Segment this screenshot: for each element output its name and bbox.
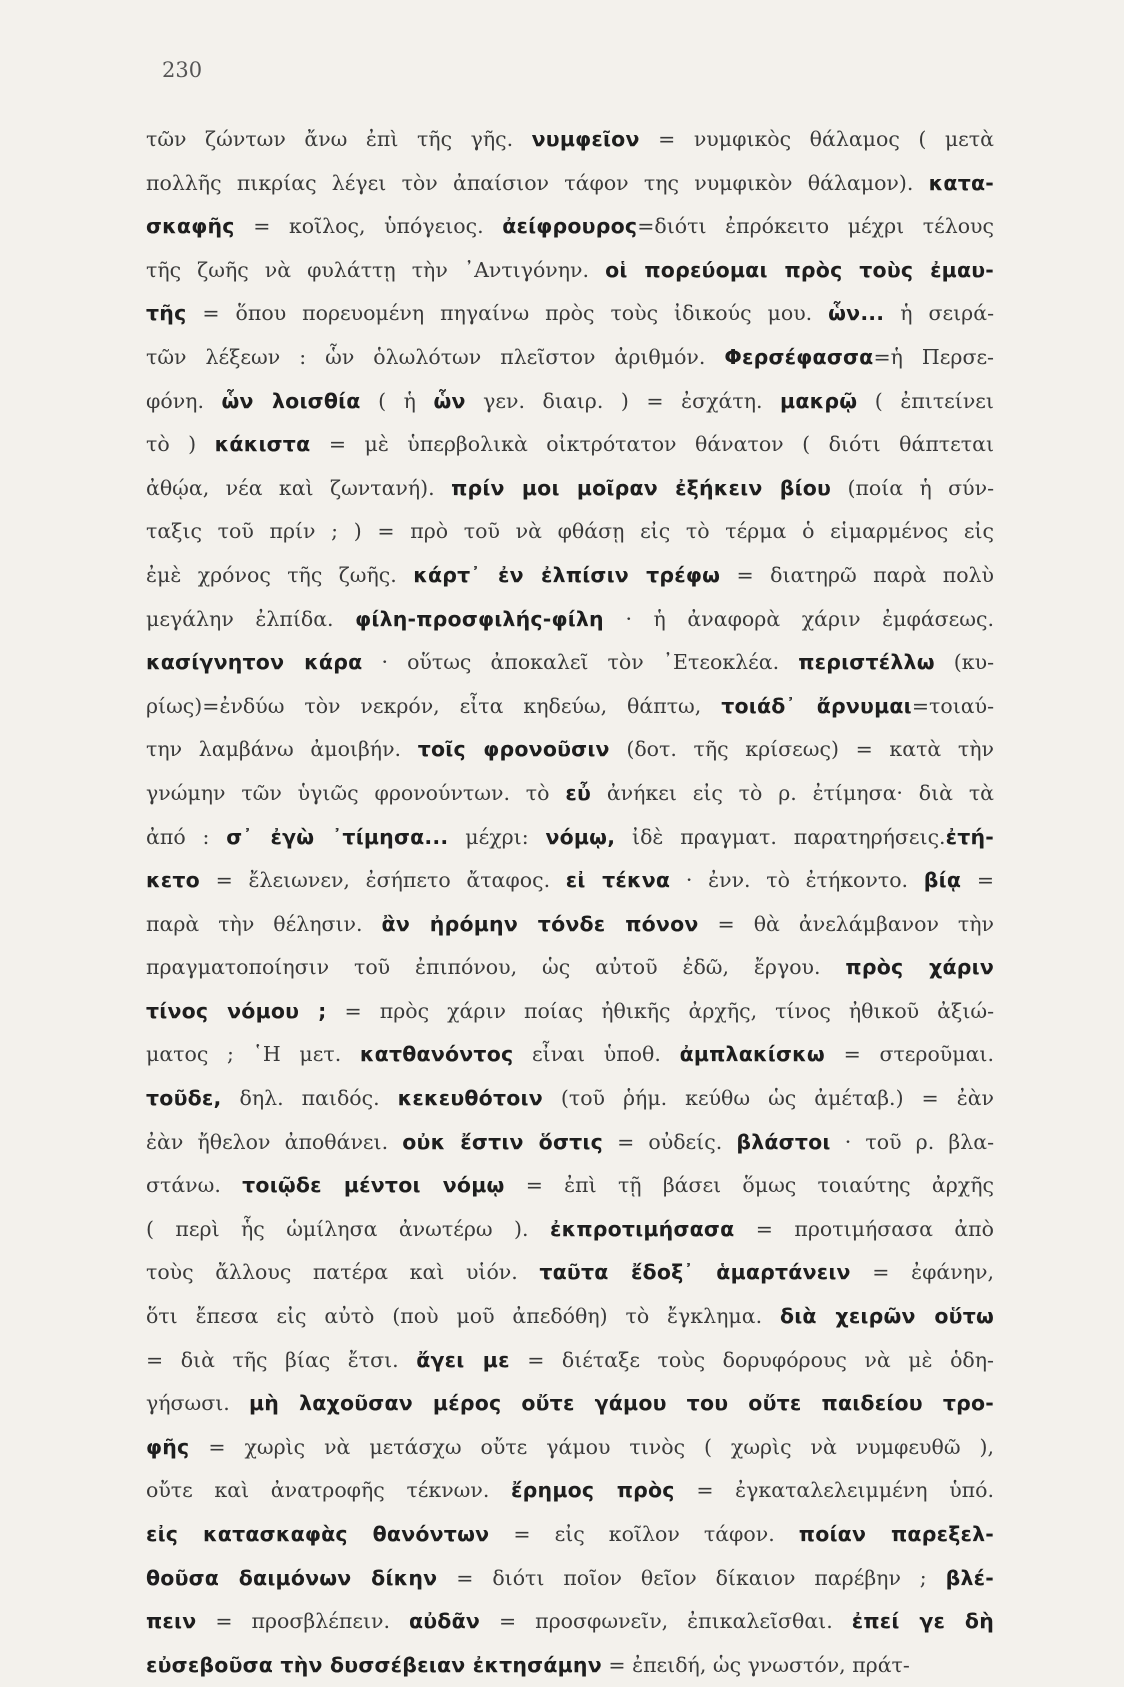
gloss-text: = διατηρῶ παρὰ πολὺ <box>720 562 994 587</box>
gloss-text: ἐὰν ἤθελον ἀποθάνει. <box>146 1129 403 1154</box>
lemma-term: ἄγει με <box>416 1347 510 1372</box>
lemma-term: τίνος νόμου ; <box>146 998 327 1023</box>
text-line <box>146 1469 994 1513</box>
text-line <box>146 946 994 990</box>
gloss-text: ματος ; ῾Η μετ. <box>146 1042 360 1067</box>
gloss-text: · οὕτως ἀποκαλεῖ τὸν ᾿Ετεοκλέα. <box>362 650 799 675</box>
gloss-text: (κυ- <box>934 650 994 675</box>
gloss-text: ( περὶ ἧς ὡμίλησα ἀνωτέρω ). <box>146 1216 550 1241</box>
lemma-term: ἂν ἠρόμην τόνδε πόνον <box>381 911 699 936</box>
gloss-text: τῶν ζώντων ἄνω ἐπὶ τῆς γῆς. <box>146 127 532 151</box>
text-line <box>146 292 994 336</box>
gloss-text: = ἔλειωνεν, ἐσήπετο ἄταφος. <box>199 868 566 893</box>
lemma-term: κατθανόντος <box>359 1042 514 1067</box>
lemma-term: εἰ τέκνα <box>565 868 671 893</box>
lemma-term: ἀείφρουρος <box>502 214 638 239</box>
lemma-term: αὐδᾶν <box>408 1609 481 1634</box>
text-line <box>146 1295 994 1339</box>
gloss-text: = εἰς κοῖλον τάφον. <box>489 1522 799 1546</box>
text-line <box>146 1600 994 1644</box>
gloss-text: ἰδὲ πραγματ. παρατηρήσεις. <box>615 824 946 849</box>
lemma-term: ποίαν παρεξελ- <box>798 1522 994 1546</box>
gloss-text: ὅτι ἔπεσα εἰς αὐτὸ (ποὺ μοῦ ἀπεδόθη) τὸ ἔγκλημα. <box>146 1304 780 1329</box>
lemma-term: ταῦτα ἔδοξ᾿ ἁμαρτάνειν <box>539 1260 851 1285</box>
text-line <box>146 1426 994 1470</box>
lemma-term: ἀμπλακίσκω <box>679 1042 825 1067</box>
lemma-term: διὰ χειρῶν οὕτω <box>779 1304 994 1329</box>
lemma-term: περιστέλλω <box>798 650 935 675</box>
lemma-term: σκαφῆς <box>146 214 235 239</box>
gloss-text: · ἐνν. τὸ ἐτήκοντο. <box>670 868 924 893</box>
text-line <box>146 772 994 816</box>
lemma-term: ἐτή- <box>945 824 994 849</box>
text-line <box>146 249 994 293</box>
lemma-term: Φερσέφασσα <box>724 344 874 369</box>
lemma-term: ἔρημος πρὸς <box>511 1478 675 1503</box>
lemma-term: τοῦδε, <box>146 1086 222 1111</box>
lemma-term: κατα- <box>928 170 994 195</box>
lemma-term: ὧν λοισθία <box>221 388 361 413</box>
gloss-text: = μὲ ὑπερβολικὰ οἰκτρότατον θάνατον ( διότι θάπτεται <box>310 432 994 457</box>
gloss-text: τῶν λέξεων : ὧν ὁλωλότων πλεῖστον ἀριθμόν. <box>146 344 725 369</box>
gloss-text: =τοιαύ- <box>911 693 994 718</box>
text-line <box>146 162 994 206</box>
lemma-term: βίᾳ <box>923 868 962 893</box>
lemma-term: ἐκπροτιμήσασα <box>549 1216 735 1241</box>
text-line <box>146 1251 994 1295</box>
text-line <box>146 118 994 162</box>
text-line <box>146 1164 994 1208</box>
text-line <box>146 641 994 685</box>
text-line <box>146 554 994 598</box>
gloss-text: · τοῦ ρ. βλα- <box>830 1129 994 1154</box>
gloss-text: πραγματοποίησιν τοῦ ἐπιπόνου, ὡς αὐτοῦ ἐδῶ, ἔργου. <box>146 955 846 980</box>
gloss-text: = διὰ τῆς βίας ἔτσι. <box>146 1347 417 1372</box>
gloss-text: μέχρι: <box>448 824 546 849</box>
lemma-term: μακρῷ <box>780 388 858 413</box>
lemma-term: εὐσεβοῦσα τὴν δυσσέβειαν ἐκτησάμην <box>146 1652 602 1677</box>
gloss-text: =ἡ Περσε- <box>873 344 994 369</box>
gloss-text: εἶναι ὑποθ. <box>513 1042 680 1067</box>
gloss-text: φόνη. <box>146 388 222 413</box>
lemma-term: φίλη-προσφιλής-φίλη <box>355 606 604 631</box>
lemma-term: σ᾿ ἐγὼ ᾿τίμησα... <box>226 824 449 849</box>
text-line <box>146 423 994 467</box>
lemma-term: πρίν μοι μοῖραν ἐξήκειν βίου <box>451 475 832 500</box>
gloss-text: = οὐδείς. <box>602 1129 737 1154</box>
text-line <box>146 598 994 642</box>
text-line <box>146 816 994 860</box>
text-line <box>146 336 994 380</box>
lemma-term: τοιῷδε μέντοι νόμῳ <box>242 1173 505 1198</box>
lemma-term: εὖ <box>565 780 591 805</box>
text-line <box>146 1121 994 1165</box>
gloss-text: = διέταξε τοὺς δορυφόρους νὰ μὲ ὁδη- <box>509 1347 994 1372</box>
gloss-text: ἀθῴα, νέα καὶ ζωντανή). <box>146 475 452 500</box>
lemma-term: μὴ λαχοῦσαν μέρος οὔτε γάμου του οὔτε παιδείου τρο- <box>249 1391 994 1416</box>
lemma-term: τοιάδ᾿ ἄρνυμαι <box>721 693 912 718</box>
gloss-text: =διότι ἐπρόκειτο μέχρι τέλους <box>637 214 994 239</box>
page-number: 230 <box>162 58 203 82</box>
lemma-term: κετο <box>146 868 200 893</box>
gloss-text: ἐμὲ χρόνος τῆς ζωῆς. <box>146 562 414 587</box>
lemma-term: ὧν... <box>828 301 885 326</box>
text-line <box>146 859 994 903</box>
text-line <box>146 380 994 424</box>
text-line <box>146 1557 994 1601</box>
lemma-term: βλέ- <box>945 1565 994 1590</box>
lemma-term: εἰς κατασκαφὰς θανόντων <box>146 1522 490 1546</box>
gloss-text: = προσφωνεῖν, ἐπικαλεῖσθαι. <box>480 1609 852 1634</box>
gloss-text: (ποία ἡ σύν- <box>831 475 994 500</box>
text-line <box>146 1077 994 1121</box>
gloss-text: τὸ ) <box>146 432 215 457</box>
lemma-term: κασίγνητον κάρα <box>146 650 363 675</box>
lemma-term: ἐπεί γε δὴ <box>851 1609 994 1634</box>
gloss-text: · ἡ ἀναφορὰ χάριν ἐμφάσεως. <box>603 606 994 631</box>
gloss-text: δηλ. παιδός. <box>221 1086 398 1111</box>
gloss-text: γεν. διαιρ. ) = ἐσχάτη. <box>465 388 781 413</box>
gloss-text: γήσωσι. <box>146 1391 249 1416</box>
lemma-term: πειν <box>146 1609 197 1634</box>
text-line <box>146 1033 994 1077</box>
gloss-text: = ἐπειδή, ὡς γνωστόν, πράτ- <box>601 1652 910 1677</box>
gloss-text: οὔτε καὶ ἀνατροφῆς τέκνων. <box>146 1478 512 1503</box>
lemma-term: θοῦσα δαιμόνων δίκην <box>146 1565 438 1590</box>
lemma-term: κάκιστα <box>214 432 311 457</box>
gloss-text: = πρὸς χάριν ποίας ἠθικῆς ἀρχῆς, τίνος ἠθικοῦ ἀξιώ- <box>326 998 994 1023</box>
lemma-term: οἱ πορεύομαι πρὸς τοὺς ἐμαυ- <box>605 257 994 282</box>
gloss-text: τῆς ζωῆς νὰ φυλάττῃ τὴν ᾿Αντιγόνην. <box>146 257 606 282</box>
gloss-text: πολλῆς πικρίας λέγει τὸν ἀπαίσιον τάφον της νυμφικὸν θάλαμον). <box>146 170 929 195</box>
lemma-term: νυμφεῖον <box>531 127 640 151</box>
gloss-text: = κοῖλος, ὑπόγειος. <box>234 214 503 239</box>
gloss-text: την λαμβάνω ἀμοιβήν. <box>146 737 418 762</box>
gloss-text: ἀπό : <box>146 824 227 849</box>
gloss-text: στάνω. <box>146 1173 243 1198</box>
gloss-text: ( ἐπιτείνει <box>857 388 994 413</box>
lemma-term: βλάστοι <box>736 1129 831 1154</box>
gloss-text: (δοτ. τῆς κρίσεως) = κατὰ τὴν <box>609 737 994 762</box>
gloss-text: = διότι ποῖον θεῖον δίκαιον παρέβην ; <box>437 1565 946 1590</box>
lemma-term: φῆς <box>146 1434 190 1459</box>
gloss-text: ( ἡ <box>360 388 434 413</box>
gloss-text: = χωρὶς νὰ μετάσχω οὔτε γάμου τινὸς ( χωρὶς νὰ νυμφευθῶ ), <box>189 1434 994 1459</box>
commentary-text <box>146 118 994 1687</box>
lemma-term: κάρτ᾿ ἐν ἐλπίσιν τρέφω <box>413 562 721 587</box>
text-line <box>146 990 994 1034</box>
lemma-term: τοῖς φρονοῦσιν <box>417 737 610 762</box>
text-line <box>146 205 994 249</box>
lemma-term: ὧν <box>433 388 466 413</box>
text-line <box>146 467 994 511</box>
lemma-term: τῆς <box>146 301 187 326</box>
gloss-text: ταξις τοῦ πρίν ; ) = πρὸ τοῦ νὰ φθάσῃ εἰς τὸ τέρμα ὁ εἱμαρμένος εἰς <box>146 519 994 544</box>
text-line <box>146 1382 994 1426</box>
lemma-term: πρὸς χάριν <box>845 955 994 980</box>
gloss-text: = ἐγκαταλελειμμένη ὑπό. <box>674 1478 994 1503</box>
text-line <box>146 1513 994 1557</box>
gloss-text: γνώμην τῶν ὑγιῶς φρονούντων. τὸ <box>146 780 566 805</box>
gloss-text: = προσβλέπειν. <box>196 1609 409 1634</box>
gloss-text: = νυμφικὸς θάλαμος ( μετὰ <box>639 127 994 151</box>
gloss-text: ρίως)=ἐνδύω τὸν νεκρόν, εἶτα κηδεύω, θάπτω, <box>146 693 722 718</box>
gloss-text: = ἐφάνην, <box>850 1260 994 1285</box>
lemma-term: οὐκ ἔστιν ὅστις <box>402 1129 603 1154</box>
text-line <box>146 903 994 947</box>
gloss-text: ἡ σειρά- <box>884 301 994 326</box>
text-line <box>146 1644 994 1687</box>
gloss-text: μεγάλην ἐλπίδα. <box>146 606 356 631</box>
lemma-term: νόμῳ, <box>545 824 616 849</box>
gloss-text: (τοῦ ῥήμ. κεύθω ὡς ἀμέταβ.) = ἐὰν <box>542 1086 994 1111</box>
text-line <box>146 685 994 729</box>
gloss-text: = <box>961 868 994 893</box>
text-line <box>146 1208 994 1252</box>
gloss-text: = προτιμήσασα ἀπὸ <box>734 1216 994 1241</box>
gloss-text: παρὰ τὴν θέλησιν. <box>146 911 382 936</box>
lemma-term: κεκευθότοιν <box>397 1086 543 1111</box>
text-line <box>146 728 994 772</box>
gloss-text: = ὅπου πορευομένη πηγαίνω πρὸς τοὺς ἰδικούς μου. <box>186 301 829 326</box>
gloss-text: τοὺς ἄλλους πατέρα καὶ υἱόν. <box>146 1260 540 1285</box>
gloss-text: = στεροῦμαι. <box>824 1042 994 1067</box>
text-line <box>146 1339 994 1383</box>
gloss-text: = ἐπὶ τῇ βάσει ὅμως τοιαύτης ἀρχῆς <box>504 1173 994 1198</box>
text-line <box>146 510 994 554</box>
gloss-text: = θὰ ἀνελάμβανον τὴν <box>698 911 994 936</box>
gloss-text: ἀνήκει εἰς τὸ ρ. ἐτίμησα· διὰ τὰ <box>590 780 994 805</box>
